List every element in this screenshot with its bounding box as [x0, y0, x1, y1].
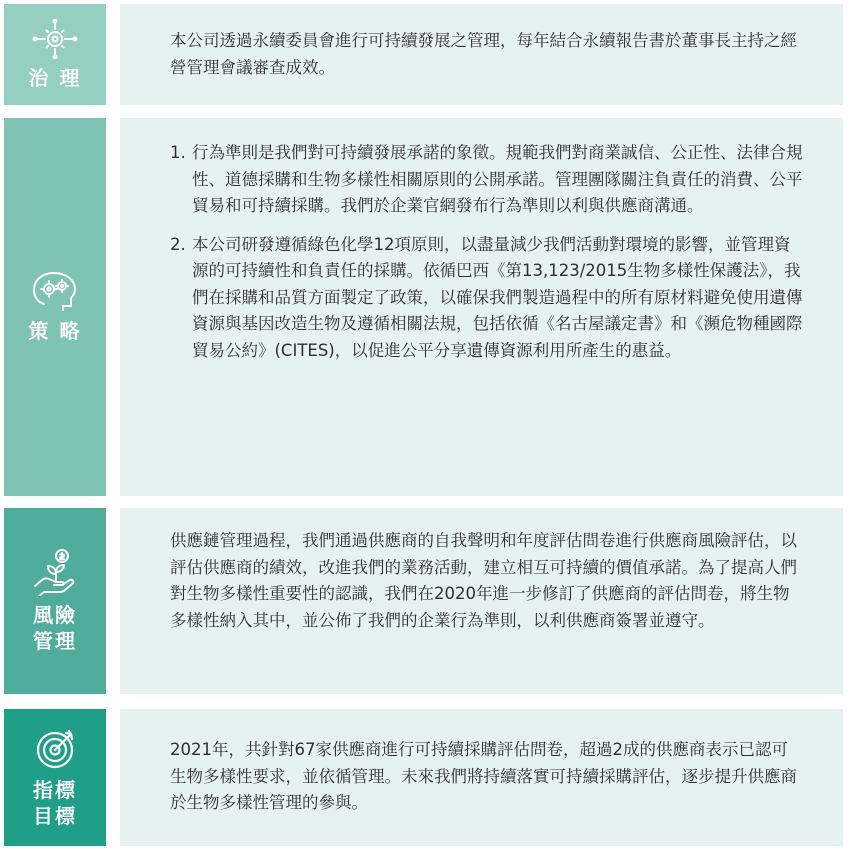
section-panel: [120, 118, 843, 496]
section-strategy: [4, 118, 843, 496]
section-label: 治 理: [28, 65, 82, 90]
section-metrics-targets: [4, 709, 843, 846]
section-tab-governance: [4, 4, 106, 105]
section-label-line: 管理: [33, 629, 77, 653]
section-panel: [120, 709, 843, 846]
section-paragraph: 2021年，共針對67家供應商進行可持續採購評估問卷，超過2成的供應商表示已認可生物多樣性要求，並依循管理。未來我們將持續落實可持續採購評估，逐步提升供應商於生物多樣性管理的參與。: [170, 740, 797, 812]
section-label: 策 略: [28, 319, 82, 343]
list-item: [170, 140, 803, 220]
section-label-line: 目標: [33, 803, 77, 828]
section-tab-metrics: [4, 709, 106, 846]
section-paragraph: 供應鏈管理過程，我們通過供應商的自我聲明和年度評估問卷進行供應商風險評估，以評估供應商的績效，改進我們的業務活動，建立相互可持續的價值承諾。為了提高人們對生物多樣性重要性的認識，我們在2020年進一步修訂了供應商的評估問卷，將生物多樣性納入其中，並公佈了我們的企業行為準則，以利供應商簽署並遵守。: [170, 531, 797, 630]
hand-plant-coin-icon: [32, 548, 78, 596]
gear-network-icon: [31, 19, 79, 59]
section-tab-strategy: [4, 118, 106, 496]
list-item: [170, 232, 803, 365]
section-governance: [4, 4, 843, 105]
section-risk-management: [4, 508, 843, 694]
section-paragraph: 本公司透過永續委員會進行可持續發展之管理，每年結合永續報告書於董事長主持之經營管理會議審查成效。: [170, 31, 797, 77]
section-label-line: 指標: [33, 777, 77, 802]
section-panel: [120, 4, 843, 105]
brain-gears-icon: [30, 270, 80, 312]
section-label-line: 風險: [33, 603, 77, 627]
list-item-text: 本公司研發遵循綠色化學12項原則，以盡量減少我們活動對環境的影響，並管理資源的可持續性和負責任的採購。依循巴西《第13,123/2015生物多樣性保護法》，我們在採購和品質方面製定了政策，以確保我們製造過程中的所有原材料避免使用遺傳資源與基因改造生物及遵循相關法規，包括依循《名古屋議定書》和《瀕危物種國際貿易公約》(CITES)，以促進公平分享遺傳資源利用所產生的惠益。: [192, 234, 803, 360]
section-label: [33, 602, 77, 654]
section-label: [33, 777, 77, 829]
strategy-list: [170, 140, 803, 364]
section-panel: [120, 508, 843, 694]
target-arrow-icon: [33, 727, 77, 771]
list-item-number: 2.: [170, 234, 186, 254]
section-tab-risk: [4, 508, 106, 694]
list-item-number: 1.: [170, 143, 186, 162]
list-item-text: 行為準則是我們對可持續發展承諾的象徵。規範我們對商業誠信、公正性、法律合規性、道德採購和生物多樣性相關原則的公開承諾。管理團隊關注負責任的消費、公平貿易和可持續採購。我們於企業官網發布行為準則以利與供應商溝通。: [192, 143, 803, 215]
